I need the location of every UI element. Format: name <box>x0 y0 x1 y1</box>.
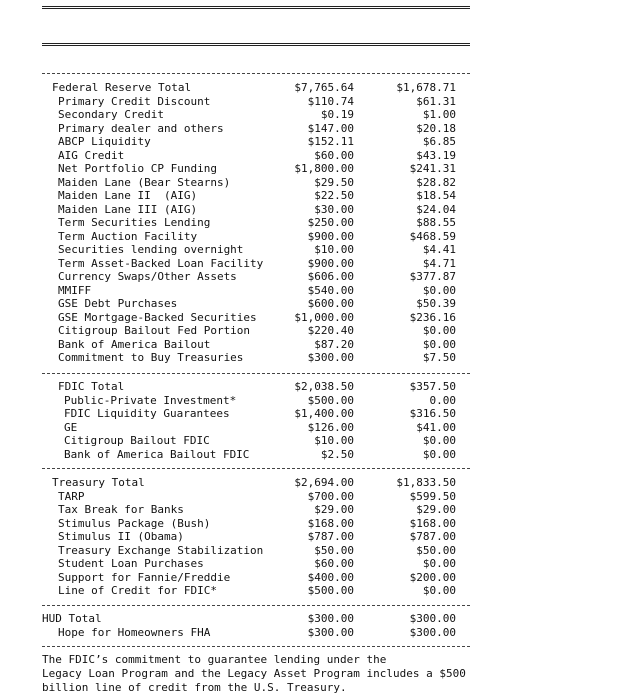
row-limit: $29.00 <box>314 503 354 516</box>
row-limit: $110.74 <box>307 94 354 108</box>
row-label: AIG Credit <box>58 148 125 162</box>
row-label: GSE Debt Purchases <box>58 297 178 310</box>
top-double-rule <box>42 6 470 9</box>
table-row <box>42 448 470 462</box>
row-label: Bank of America Bailout <box>58 337 211 351</box>
table-row <box>42 270 470 284</box>
row-label: Citigroup Bailout Fed Portion <box>58 324 251 337</box>
row-limit: $50.00 <box>314 543 354 557</box>
footnote: The FDIC’s commitment to guarantee lending under the Legacy Loan Program and the Legacy Asset Program includes a $500 billion line of credit from the U.S. Treasury. <box>42 653 466 694</box>
row-limit: $60.00 <box>314 557 354 570</box>
table-row <box>42 324 470 338</box>
row-limit: $152.11 <box>307 135 354 148</box>
row-limit: $300.00 <box>307 351 354 364</box>
section-total-limit: $2,038.50 <box>294 380 354 393</box>
row-current: $599.50 <box>409 489 456 503</box>
row-limit: $1,400.00 <box>294 407 354 420</box>
row-label: Maiden Lane II (AIG) <box>58 189 198 202</box>
row-current: $468.59 <box>409 229 456 243</box>
section-total-row <box>42 612 470 626</box>
table-row <box>42 421 470 435</box>
row-label: Tax Break for Banks <box>58 503 184 516</box>
row-limit: $168.00 <box>307 516 354 530</box>
row-current: $241.31 <box>409 162 456 175</box>
row-current: $41.00 <box>416 420 456 434</box>
table-row <box>42 135 470 149</box>
row-limit: $900.00 <box>307 256 354 270</box>
table-row <box>42 176 470 190</box>
section-total-label: Treasury Total <box>52 476 145 489</box>
row-label: Bank of America Bailout FDIC <box>64 447 250 461</box>
section-divider <box>42 605 470 606</box>
row-current: $200.00 <box>409 570 456 584</box>
row-label: Primary dealer and others <box>58 121 224 135</box>
row-limit: $0.19 <box>320 108 354 121</box>
row-limit: $30.00 <box>314 202 354 216</box>
table-row <box>42 517 470 531</box>
header-amounts-row <box>42 13 470 27</box>
row-limit: $540.00 <box>307 283 354 297</box>
row-limit: $220.40 <box>307 324 354 337</box>
section-total-row <box>42 476 470 490</box>
table-row <box>42 122 470 136</box>
row-limit: $250.00 <box>307 216 354 229</box>
row-current: 0.00 <box>429 393 456 407</box>
section-total-label: HUD Total <box>42 612 102 625</box>
table-row <box>42 284 470 298</box>
grand-total-row <box>42 54 470 68</box>
row-limit: $500.00 <box>307 393 354 407</box>
row-current: $20.18 <box>416 121 456 135</box>
section-total-row <box>42 380 470 394</box>
table-row <box>42 311 470 325</box>
table-row <box>42 95 470 109</box>
row-current: $43.19 <box>416 148 456 162</box>
row-limit: $300.00 <box>307 625 354 639</box>
table-row <box>42 557 470 571</box>
row-label: Support for Fannie/Freddie <box>58 570 231 584</box>
row-current: $0.00 <box>422 584 456 597</box>
section-total-current: $1,833.50 <box>396 476 456 489</box>
row-label: ABCP Liquidity <box>58 135 151 148</box>
row-label: Citigroup Bailout FDIC <box>64 434 210 447</box>
row-label: Public-Private Investment* <box>64 393 237 407</box>
row-current: $316.50 <box>409 407 456 420</box>
row-limit: $900.00 <box>307 229 354 243</box>
row-label: Currency Swaps/Other Assets <box>58 270 237 283</box>
section-total-label: Federal Reserve Total <box>52 81 192 94</box>
row-current: $236.16 <box>409 310 456 324</box>
row-current: $50.00 <box>416 543 456 557</box>
row-current: $24.04 <box>416 202 456 216</box>
row-label: MMIFF <box>58 283 92 297</box>
row-limit: $700.00 <box>307 489 354 503</box>
row-current: $4.71 <box>422 256 456 270</box>
footer-divider <box>42 646 470 647</box>
row-label: GSE Mortgage-Backed Securities <box>58 310 257 324</box>
row-current: $300.00 <box>409 625 456 639</box>
row-limit: $10.00 <box>314 243 354 256</box>
row-current: $0.00 <box>422 337 456 351</box>
table-row <box>42 394 470 408</box>
table-row <box>42 544 470 558</box>
row-current: $0.00 <box>422 324 456 337</box>
table-row <box>42 584 470 598</box>
section-total-limit: $7,765.64 <box>294 81 354 94</box>
row-label: Maiden Lane III (AIG) <box>58 202 198 216</box>
table-row <box>42 626 470 640</box>
table-row <box>42 351 470 365</box>
table-row <box>42 407 470 421</box>
row-current: $50.39 <box>416 297 456 310</box>
table-row <box>42 149 470 163</box>
row-current: $168.00 <box>409 516 456 530</box>
section-divider <box>42 373 470 374</box>
row-current: $0.00 <box>422 434 456 447</box>
section-total-label: FDIC Total <box>58 380 125 393</box>
row-label: Term Securities Lending <box>58 216 211 229</box>
section-total-limit: $300.00 <box>307 612 354 625</box>
row-limit: $87.20 <box>314 337 354 351</box>
table-row <box>42 490 470 504</box>
row-label: Stimulus II (Obama) <box>58 530 184 543</box>
table-row <box>42 434 470 448</box>
row-limit: $787.00 <box>307 530 354 543</box>
section-divider <box>42 73 470 74</box>
row-current: $29.00 <box>416 503 456 516</box>
row-label: Securities lending overnight <box>58 243 244 256</box>
row-label: Net Portfolio CP Funding <box>58 162 217 175</box>
row-label: GE <box>64 420 78 434</box>
header-columns-row <box>42 27 470 41</box>
row-limit: $147.00 <box>307 121 354 135</box>
row-current: $61.31 <box>416 94 456 108</box>
row-limit: $126.00 <box>307 420 354 434</box>
row-current: $1.00 <box>422 108 456 121</box>
row-limit: $60.00 <box>314 148 354 162</box>
row-current: $377.87 <box>409 270 456 283</box>
row-limit: $22.50 <box>314 189 354 202</box>
table-row <box>42 108 470 122</box>
row-label: Commitment to Buy Treasuries <box>58 351 244 364</box>
table-row <box>42 162 470 176</box>
row-limit: $600.00 <box>307 297 354 310</box>
row-current: $0.00 <box>422 283 456 297</box>
row-limit: $606.00 <box>307 270 354 283</box>
row-current: $0.00 <box>422 557 456 570</box>
row-current: $18.54 <box>416 189 456 202</box>
row-current: $4.41 <box>422 243 456 256</box>
row-label: Term Asset-Backed Loan Facility <box>58 256 264 270</box>
table-row <box>42 297 470 311</box>
table-row <box>42 257 470 271</box>
row-label: Maiden Lane (Bear Stearns) <box>58 175 231 189</box>
row-limit: $400.00 <box>307 570 354 584</box>
table-row <box>42 530 470 544</box>
row-label: Student Loan Purchases <box>58 557 204 570</box>
row-label: Stimulus Package (Bush) <box>58 516 211 530</box>
table-row <box>42 203 470 217</box>
row-label: FDIC Liquidity Guarantees <box>64 407 230 420</box>
row-limit: $1,800.00 <box>294 162 354 175</box>
row-label: Primary Credit Discount <box>58 94 211 108</box>
row-current: $0.00 <box>422 447 456 461</box>
section-total-row <box>42 81 470 95</box>
section-divider <box>42 468 470 469</box>
row-label: Line of Credit for FDIC* <box>58 584 217 597</box>
row-label: Secondary Credit <box>58 108 164 121</box>
section-total-limit: $2,694.00 <box>294 476 354 489</box>
row-label: Term Auction Facility <box>58 229 198 243</box>
row-limit: $1,000.00 <box>294 310 354 324</box>
row-limit: $2.50 <box>320 447 354 461</box>
section-total-current: $300.00 <box>409 612 456 625</box>
table-row <box>42 216 470 230</box>
table-row <box>42 243 470 257</box>
row-current: $6.85 <box>422 135 456 148</box>
table-row <box>42 189 470 203</box>
row-current: $7.50 <box>422 351 456 364</box>
table-row <box>42 571 470 585</box>
row-current: $28.82 <box>416 175 456 189</box>
row-label: TARP <box>58 489 85 503</box>
row-limit: $29.50 <box>314 175 354 189</box>
row-limit: $500.00 <box>307 584 354 597</box>
row-limit: $10.00 <box>314 434 354 447</box>
table-row <box>42 338 470 352</box>
table-row <box>42 503 470 517</box>
row-current: $88.55 <box>416 216 456 229</box>
row-current: $787.00 <box>409 530 456 543</box>
header-double-rule <box>42 43 470 46</box>
section-total-current: $1,678.71 <box>396 81 456 94</box>
table-row <box>42 230 470 244</box>
section-total-current: $357.50 <box>409 380 456 393</box>
row-label: Treasury Exchange Stabilization <box>58 543 264 557</box>
row-label: Hope for Homeowners FHA <box>58 625 211 639</box>
